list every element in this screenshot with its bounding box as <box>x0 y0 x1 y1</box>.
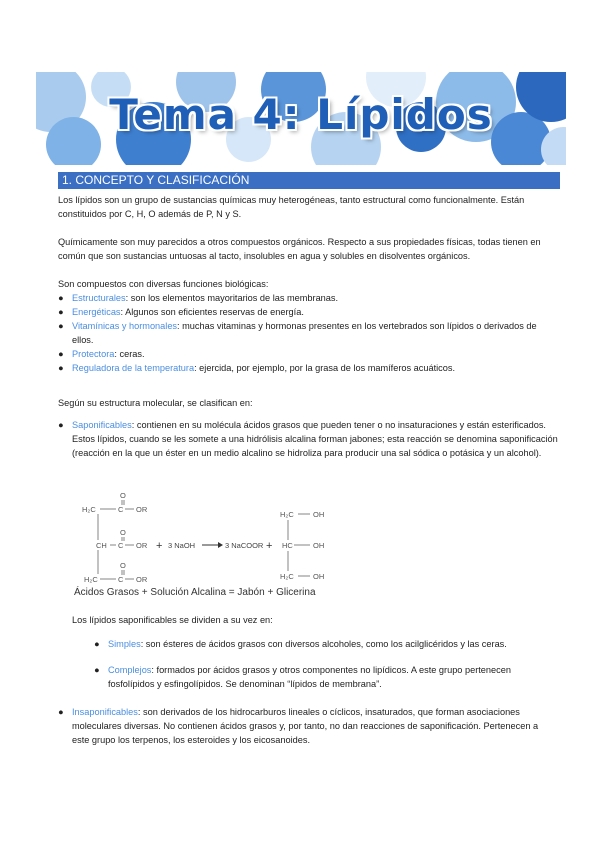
simples-list <box>94 637 556 651</box>
properties-paragraph: Químicamente son muy parecidos a otros compuestos orgánicos. Respecto a sus propiedades físicas, todas tienen en común que son sustancias untuosas al tacto, insolubles en agua y solubles en disolventes orgánicos. <box>58 237 541 261</box>
complejos-text: : formados por ácidos grasos y otros componentes no lipídicos. A este grupo pertenecen fosfolípidos y esfingolípidos. Se denominan “lípidos de membrana”. <box>108 665 511 689</box>
functions-list <box>58 291 558 375</box>
insaponificables-list <box>58 705 558 747</box>
soap-label: 3 NaCOOR <box>225 541 264 550</box>
function-term: Energéticas <box>72 307 121 317</box>
saponificables-subintro: Los lípidos saponificables se dividen a su vez en: <box>72 615 273 625</box>
bullet-icon: ● <box>94 639 100 649</box>
naoh-label: 3 NaOH <box>168 541 196 550</box>
bullet-icon: ● <box>58 307 64 317</box>
insaponificables-text: : son derivados de los hidrocarburos lineales o cíclicos, insaturados, que forman asociaciones moleculares diversas. No contienen ácidos grasos y, por tanto, no dan reacciones de saponificación. Pertenecen a este grupo los terpenos, los esteroides y los eicosanoides. <box>72 707 539 745</box>
bullet-icon: ● <box>58 363 64 373</box>
function-term: Estructurales <box>72 293 126 303</box>
saponification-diagram <box>70 490 370 600</box>
functions-intro: Son compuestos con diversas funciones biológicas: <box>58 279 269 289</box>
list-item <box>58 305 558 319</box>
list-item <box>58 291 558 305</box>
hydroxyl-label: OH <box>313 541 325 550</box>
bullet-icon: ● <box>58 349 64 359</box>
saponificables-text: : contienen en su molécula ácidos grasos que pueden tener o no insaturaciones y están esterificados. Estos lípidos, cuando se les somete a una hidrólisis alcalina forman jabones; esta reacción se denomina saponificación (reacción en la que un éster en un medio alcalino se hidroliza para producir una sal sódica o potásica y un alcohol). <box>72 420 558 458</box>
plus-sign: + <box>266 540 273 552</box>
oxygen-label: O <box>120 491 126 500</box>
bullet-icon: ● <box>58 707 64 717</box>
h2c-label: H₂C <box>280 510 294 519</box>
h2c-label: H₂C <box>84 575 98 584</box>
carbon-label: C <box>118 575 124 584</box>
or-label: OR <box>136 505 148 514</box>
function-text: : Algunos son eficientes reservas de energía. <box>120 307 304 317</box>
hc-label: HC <box>282 541 293 550</box>
saponificables-term: Saponificables <box>72 420 132 430</box>
intro-paragraph: Los lípidos son un grupo de sustancias químicas muy heterogéneas, tanto estructural como funcionalmente. Están constituidos por C, H, O además de P, N y S. <box>58 195 525 219</box>
h2c-label: H₂C <box>280 572 294 581</box>
list-item <box>58 347 558 361</box>
oxygen-label: O <box>120 561 126 570</box>
function-text: : ceras. <box>114 349 145 359</box>
list-item <box>58 319 558 347</box>
or-label: OR <box>136 575 148 584</box>
function-term: Reguladora de la temperatura <box>72 363 195 373</box>
list-item <box>94 637 556 651</box>
bullet-icon: ● <box>58 321 64 331</box>
title-banner <box>36 72 566 165</box>
reaction-svg <box>70 490 370 600</box>
list-item <box>94 663 556 691</box>
bullet-icon: ● <box>58 293 64 303</box>
carbon-label: C <box>118 541 124 550</box>
simples-text: : son ésteres de ácidos grasos con diversos alcoholes, como los acilglicéridos y las ceras. <box>140 639 507 649</box>
bullet-icon: ● <box>94 665 100 675</box>
equation-caption: Ácidos Grasos + Solución Alcalina = Jabón + Glicerina <box>74 587 316 598</box>
ch-label: CH <box>96 541 107 550</box>
bullet-icon: ● <box>58 420 64 430</box>
complejos-list <box>94 663 556 691</box>
saponificables-list <box>58 418 558 460</box>
page-title: Tema 4: Lípidos <box>109 90 493 139</box>
insaponificables-term: Insaponificables <box>72 707 138 717</box>
function-term: Protectora <box>72 349 115 359</box>
section-heading: 1. CONCEPTO Y CLASIFICACIÓN <box>58 172 560 189</box>
or-label: OR <box>136 541 148 550</box>
plus-sign: + <box>156 540 163 552</box>
carbon-label: C <box>118 505 124 514</box>
function-term: Vitamínicas y hormonales <box>72 321 178 331</box>
complejos-term: Complejos <box>108 665 152 675</box>
h2c-label: H₂C <box>82 505 96 514</box>
list-item <box>58 361 558 375</box>
function-text: : muchas vitaminas y hormonas presentes en los vertebrados son lípidos o derivados de ellos. <box>72 321 537 345</box>
hydroxyl-label: OH <box>313 572 325 581</box>
classification-intro: Según su estructura molecular, se clasifican en: <box>58 398 253 408</box>
list-item <box>58 418 558 460</box>
hydroxyl-label: OH <box>313 510 325 519</box>
list-item <box>58 705 558 747</box>
oxygen-label: O <box>120 528 126 537</box>
function-text: : son los elementos mayoritarios de las membranas. <box>125 293 339 303</box>
function-text: : ejercida, por ejemplo, por la grasa de los mamíferos acuáticos. <box>194 363 456 373</box>
simples-term: Simples <box>108 639 141 649</box>
